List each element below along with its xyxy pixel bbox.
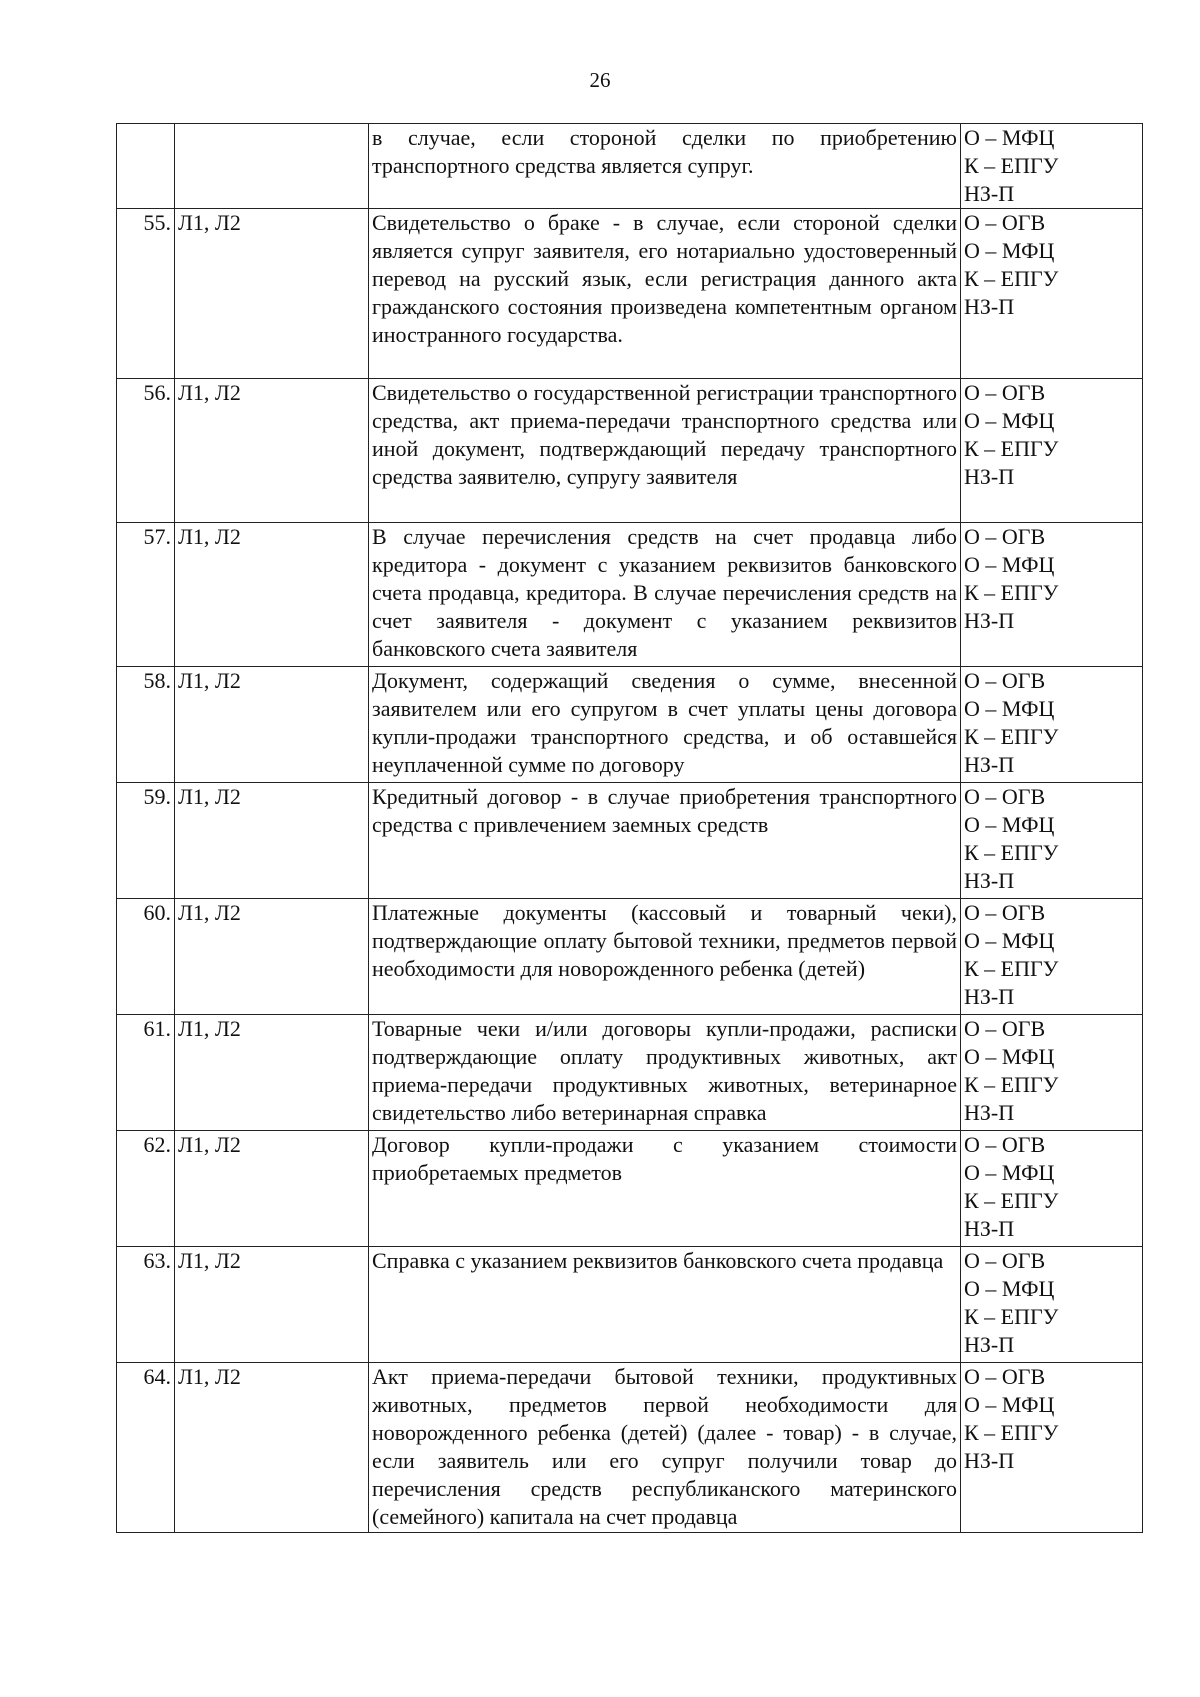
row-number: 57. [117,523,175,667]
row-document-text: В случае перечисления средств на счет продавца либо кредитора - документ с указанием реквизитов банковского счета продавца, кредитора. В случае перечисления средств на счет заявителя - документ с указанием реквизитов банковского счета заявителя [369,523,961,667]
row-document-text: Свидетельство о браке - в случае, если стороной сделки является супруг заявителя, его нотариально удостоверенный перевод на русский язык, если регистрация данного акта гражданского состояния произведена компетентным органом иностранного государства. [369,209,961,379]
code-item: К – ЕПГУ [964,153,1059,178]
row-codes [961,899,1143,1015]
code-item: О – ОГВ [964,380,1046,405]
code-item: К – ЕПГУ [964,956,1059,981]
row-number: 60. [117,899,175,1015]
row-number: 59. [117,783,175,899]
table-row [117,209,1143,379]
code-item: О – МФЦ [964,238,1055,263]
row-number: 61. [117,1015,175,1131]
table-row [117,667,1143,783]
row-level: Л1, Л2 [175,899,369,1015]
code-item: О – ОГВ [964,784,1046,809]
row-document-text: Договор купли-продажи с указанием стоимости приобретаемых предметов [369,1131,961,1247]
row-document-text: в случае, если стороной сделки по приобретению транспортного средства является супруг. [369,124,961,209]
code-item: К – ЕПГУ [964,1304,1059,1329]
row-level: Л1, Л2 [175,667,369,783]
table-row [117,899,1143,1015]
row-level: Л1, Л2 [175,1247,369,1363]
row-codes [961,379,1143,523]
code-item: О – ОГВ [964,1364,1046,1389]
row-number: 63. [117,1247,175,1363]
code-item: НЗ-П [964,1216,1015,1241]
code-item: НЗ-П [964,868,1015,893]
code-item: О – ОГВ [964,1016,1046,1041]
code-item: О – ОГВ [964,900,1046,925]
row-number: 56. [117,379,175,523]
row-number: 55. [117,209,175,379]
code-item: НЗ-П [964,984,1015,1009]
row-level: Л1, Л2 [175,783,369,899]
row-level: Л1, Л2 [175,523,369,667]
code-item: О – МФЦ [964,812,1055,837]
table-row [117,783,1143,899]
row-codes [961,1247,1143,1363]
code-item: К – ЕПГУ [964,436,1059,461]
code-item: НЗ-П [964,752,1015,777]
code-item: О – МФЦ [964,125,1055,150]
row-document-text: Кредитный договор - в случае приобретения транспортного средства с привлечением заемных средств [369,783,961,899]
row-number: 64. [117,1363,175,1533]
code-item: О – МФЦ [964,1160,1055,1185]
code-item: НЗ-П [964,464,1015,489]
code-item: К – ЕПГУ [964,1420,1059,1445]
table-row [117,1131,1143,1247]
code-item: О – МФЦ [964,552,1055,577]
row-level: Л1, Л2 [175,1131,369,1247]
code-item: К – ЕПГУ [964,580,1059,605]
row-number [117,124,175,209]
table-row [117,1015,1143,1131]
code-item: К – ЕПГУ [964,266,1059,291]
row-number: 62. [117,1131,175,1247]
documents-table [116,123,1143,1533]
row-number: 58. [117,667,175,783]
code-item: О – МФЦ [964,408,1055,433]
code-item: О – МФЦ [964,1392,1055,1417]
code-item: О – ОГВ [964,1132,1046,1157]
code-item: К – ЕПГУ [964,724,1059,749]
code-item: НЗ-П [964,181,1015,206]
code-item: К – ЕПГУ [964,1072,1059,1097]
code-item: О – ОГВ [964,524,1046,549]
row-codes [961,783,1143,899]
row-level: Л1, Л2 [175,379,369,523]
table-row [117,1247,1143,1363]
code-item: К – ЕПГУ [964,1188,1059,1213]
code-item: К – ЕПГУ [964,840,1059,865]
table-row [117,523,1143,667]
code-item: НЗ-П [964,1100,1015,1125]
table-row [117,1363,1143,1533]
page-number: 26 [589,68,611,92]
row-document-text: Платежные документы (кассовый и товарный чеки), подтверждающие оплату бытовой техники, предметов первой необходимости для новорожденного ребенка (детей) [369,899,961,1015]
row-level: Л1, Л2 [175,1363,369,1533]
code-item: О – ОГВ [964,210,1046,235]
row-codes [961,209,1143,379]
row-document-text: Акт приема-передачи бытовой техники, продуктивных животных, предметов первой необходимости для новорожденного ребенка (детей) (далее - товар) - в случае, если заявитель или его супруг получили товар до перечисления средств республиканского материнского (семейного) капитала на счет продавца [369,1363,961,1533]
row-codes [961,667,1143,783]
row-codes [961,1363,1143,1533]
code-item: НЗ-П [964,1332,1015,1357]
code-item: НЗ-П [964,294,1015,319]
row-codes [961,1015,1143,1131]
row-codes [961,523,1143,667]
row-level [175,124,369,209]
row-level: Л1, Л2 [175,1015,369,1131]
row-document-text: Свидетельство о государственной регистрации транспортного средства, акт приема-передачи транспортного средства или иной документ, подтверждающий передачу транспортного средства заявителю, супругу заявителя [369,379,961,523]
row-document-text: Справка с указанием реквизитов банковского счета продавца [369,1247,961,1363]
row-codes [961,124,1143,209]
table-row [117,124,1143,209]
code-item: О – ОГВ [964,668,1046,693]
row-codes [961,1131,1143,1247]
code-item: О – МФЦ [964,1276,1055,1301]
code-item: О – ОГВ [964,1248,1046,1273]
row-document-text: Документ, содержащий сведения о сумме, внесенной заявителем или его супругом в счет уплаты цены договора купли-продажи транспортного средства, и об оставшейся неуплаченной сумме по договору [369,667,961,783]
code-item: НЗ-П [964,608,1015,633]
row-level: Л1, Л2 [175,209,369,379]
code-item: НЗ-П [964,1448,1015,1473]
row-document-text: Товарные чеки и/или договоры купли-продажи, расписки подтверждающие оплату продуктивных животных, акт приема-передачи продуктивных животных, ветеринарное свидетельство либо ветеринарная справка [369,1015,961,1131]
code-item: О – МФЦ [964,1044,1055,1069]
code-item: О – МФЦ [964,696,1055,721]
code-item: О – МФЦ [964,928,1055,953]
table-row [117,379,1143,523]
